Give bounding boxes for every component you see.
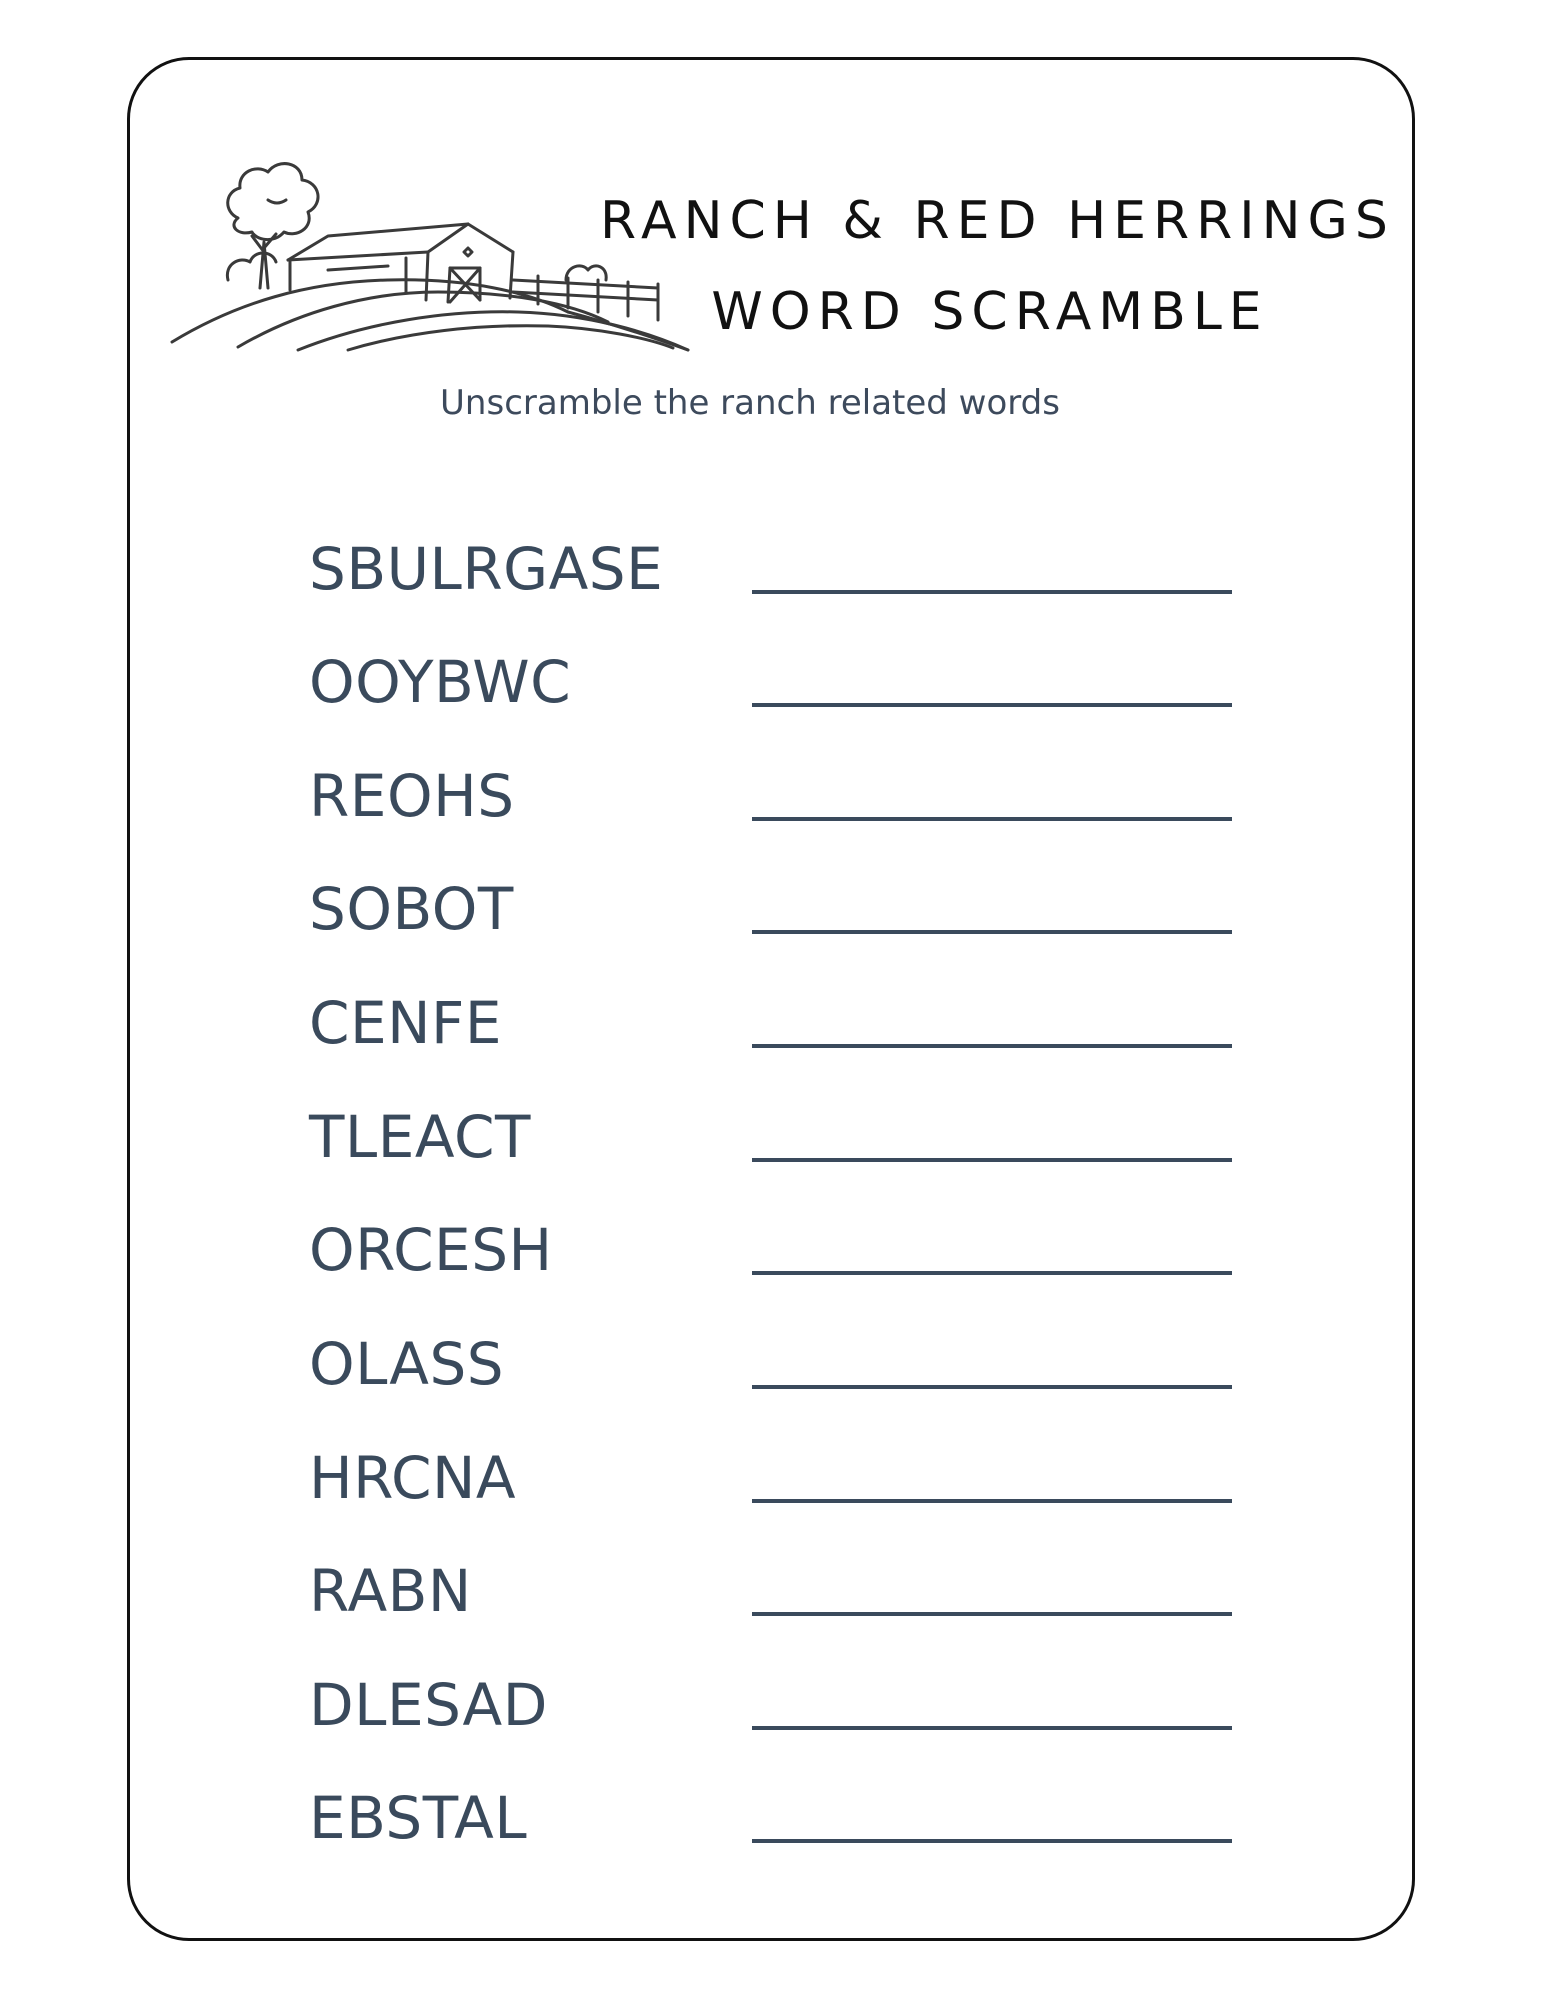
scrambled-word: CENFE <box>309 989 503 1057</box>
scrambled-word: SBULRGASE <box>309 535 664 603</box>
answer-line <box>752 1271 1232 1275</box>
answer-line <box>752 1612 1232 1616</box>
worksheet-title-line-2: WORD SCRAMBLE <box>711 282 1269 342</box>
worksheet-instructions: Unscramble the ranch related words <box>440 383 1060 423</box>
answer-line <box>752 1044 1232 1048</box>
word-row <box>0 535 1545 654</box>
scrambled-word: OLASS <box>309 1330 505 1398</box>
word-row <box>0 1216 1545 1335</box>
worksheet-title-line-1: RANCH & RED HERRINGS <box>600 191 1395 251</box>
word-row <box>0 1330 1545 1449</box>
scrambled-word: OOYBWC <box>309 648 572 716</box>
scrambled-word: REOHS <box>309 762 515 830</box>
answer-line <box>752 1726 1232 1730</box>
answer-line <box>752 1839 1232 1843</box>
answer-line <box>752 703 1232 707</box>
answer-line <box>752 930 1232 934</box>
word-row <box>0 1557 1545 1676</box>
scrambled-word: TLEACT <box>309 1103 531 1171</box>
word-row <box>0 762 1545 881</box>
scrambled-word: EBSTAL <box>309 1784 528 1852</box>
scrambled-word: SOBOT <box>309 875 514 943</box>
word-row <box>0 1784 1545 1903</box>
answer-line <box>752 817 1232 821</box>
scrambled-word: DLESAD <box>309 1671 548 1739</box>
answer-line <box>752 590 1232 594</box>
scrambled-word: ORCESH <box>309 1216 553 1284</box>
scrambled-word: RABN <box>309 1557 472 1625</box>
word-row <box>0 648 1545 767</box>
word-row <box>0 875 1545 994</box>
answer-line <box>752 1385 1232 1389</box>
word-row <box>0 1444 1545 1563</box>
scrambled-word: HRCNA <box>309 1444 517 1512</box>
answer-line <box>752 1158 1232 1162</box>
answer-line <box>752 1499 1232 1503</box>
word-row <box>0 989 1545 1108</box>
word-row <box>0 1103 1545 1222</box>
word-row <box>0 1671 1545 1790</box>
